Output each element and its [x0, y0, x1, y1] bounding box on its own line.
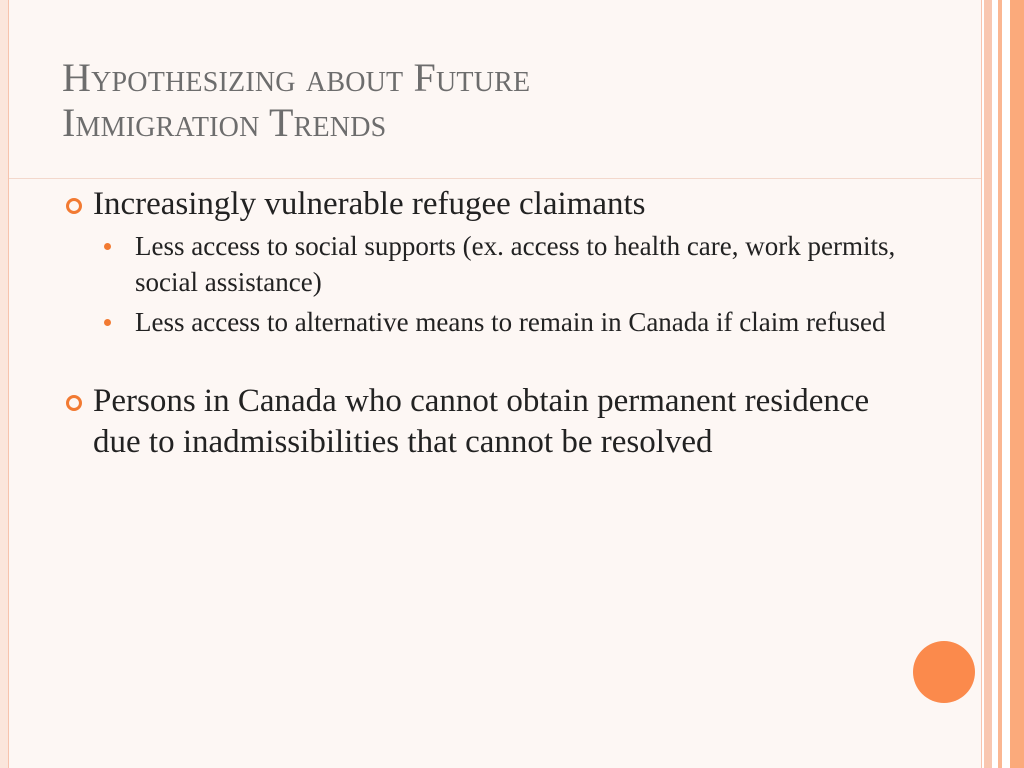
orange-circle-decoration	[913, 641, 975, 703]
orange-dot-bullet-icon	[104, 319, 111, 326]
sub-bullet-text: Less access to alternative means to remain in Canada if claim refused	[135, 306, 886, 337]
slide-title	[62, 56, 942, 146]
right-decorative-stripe-5	[1010, 0, 1024, 768]
right-decorative-stripe-4	[1002, 0, 1010, 768]
orange-ring-bullet-icon	[66, 198, 82, 214]
bullet-inadmissibility-residence	[62, 381, 912, 463]
left-edge-stripe	[0, 0, 8, 768]
sub-bullet-list	[93, 229, 912, 341]
slide-title-line-2: Immigration Trends	[62, 99, 387, 145]
bullet-text: Increasingly vulnerable refugee claimants	[93, 186, 646, 222]
bullet-text: Persons in Canada who cannot obtain permanent residence due to inadmissibilities that cannot be resolved	[93, 382, 870, 460]
sub-bullet-alternative-means	[93, 305, 912, 341]
sub-bullet-text: Less access to social supports (ex. access to health care, work permits, social assistance)	[135, 230, 896, 297]
orange-dot-bullet-icon	[104, 243, 111, 250]
slide-title-line-1: Hypothesizing about Future	[62, 55, 531, 100]
title-divider	[9, 178, 981, 179]
sub-bullet-social-supports	[93, 229, 912, 301]
orange-ring-bullet-icon	[66, 395, 82, 411]
bullet-vulnerable-refugee-claimants	[62, 184, 912, 341]
right-decorative-stripe-1	[984, 0, 992, 768]
slide-content	[62, 184, 912, 462]
